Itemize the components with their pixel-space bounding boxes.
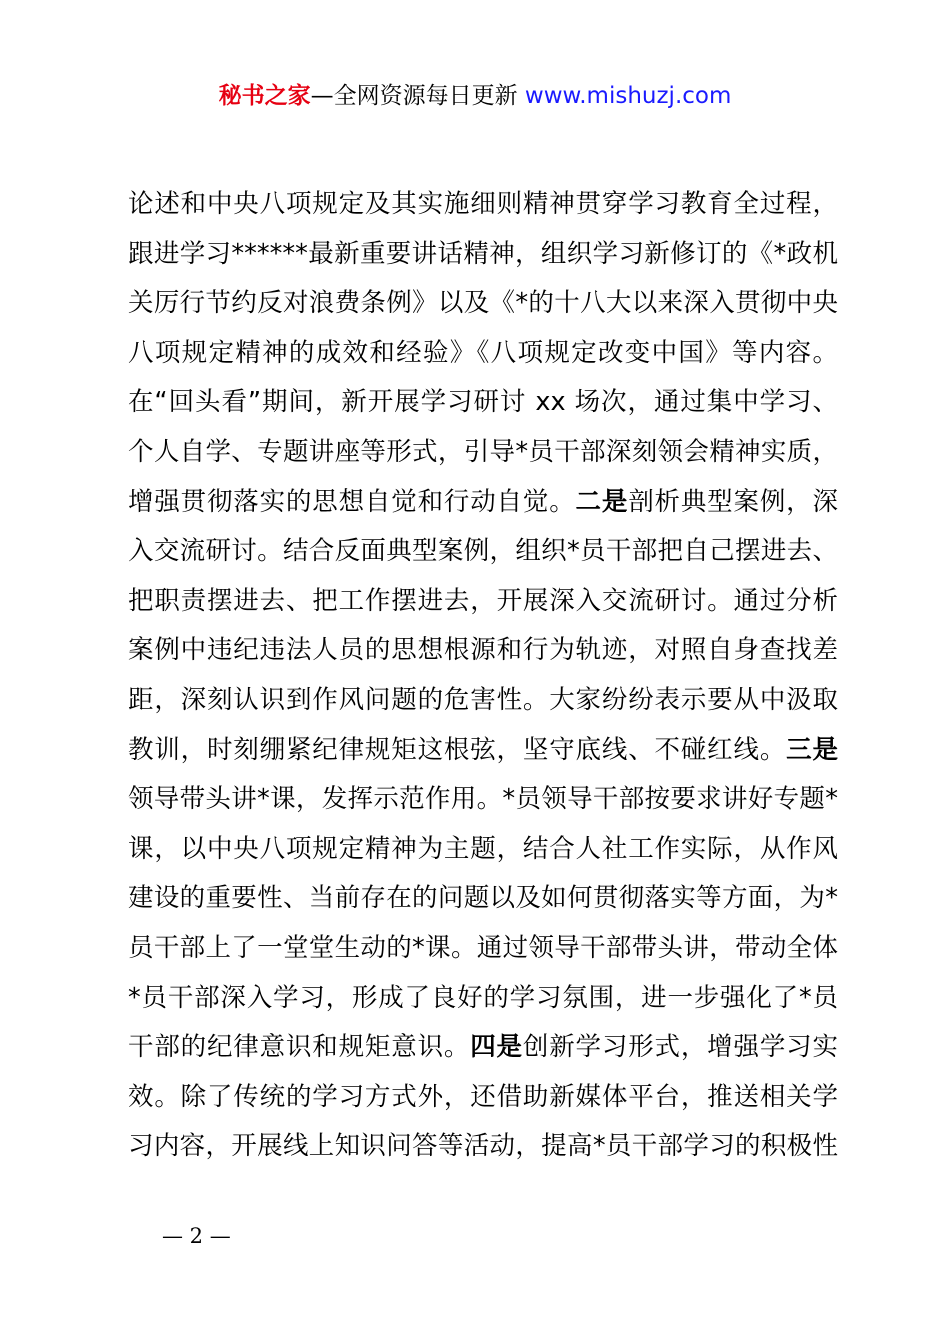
text-segment: 关厉行节约反对浪费条例》以及《*的十八大以来深入贯彻中央 bbox=[128, 288, 838, 319]
text-segment: 案例中违纪违法人员的思想根源和行为轨迹，对照自身查找差 bbox=[128, 635, 838, 666]
text-line bbox=[128, 974, 838, 1024]
text-segment: 把职责摆进去、把工作摆进去，开展深入交流研讨。通过分析 bbox=[128, 585, 838, 616]
page-header bbox=[0, 80, 950, 112]
text-line bbox=[128, 527, 838, 577]
text-segment: 论述和中央八项规定及其实施细则精神贯穿学习教育全过程， bbox=[128, 189, 838, 219]
text-line bbox=[128, 329, 838, 379]
text-segment: 教训，时刻绷紧纪律规矩这根弦，坚守底线、不碰红线。 bbox=[128, 734, 787, 765]
text-line bbox=[128, 775, 838, 825]
text-segment: 在“回头看”期间，新开展学习研讨 xx 场次，通过集中学习、 bbox=[128, 387, 838, 418]
text-line bbox=[128, 1122, 838, 1172]
bold-ordinal: 三是 bbox=[786, 734, 838, 765]
document-body bbox=[128, 180, 838, 1172]
text-line bbox=[128, 1073, 838, 1123]
text-line bbox=[128, 1023, 838, 1073]
text-segment: 习内容，开展线上知识问答等活动，提高*员干部学习的积极性 bbox=[128, 1131, 838, 1162]
text-segment: 员干部上了一堂堂生动的*课。通过领导干部带头讲，带动全体 bbox=[128, 932, 838, 963]
text-line bbox=[128, 428, 838, 478]
text-segment: 增强贯彻落实的思想自觉和行动自觉。 bbox=[128, 486, 576, 517]
text-segment: 八项规定精神的成效和经验》《八项规定改变中国》等内容。 bbox=[128, 337, 838, 368]
text-line bbox=[128, 478, 838, 528]
text-line bbox=[128, 230, 838, 280]
text-line bbox=[128, 825, 838, 875]
bold-ordinal: 四是 bbox=[470, 1032, 523, 1063]
header-tagline: —全网资源每日更新 bbox=[310, 83, 525, 109]
text-segment: 距，深刻认识到作风问题的危害性。大家纷纷表示要从中汲取 bbox=[128, 684, 838, 715]
text-segment: 建设的重要性、当前存在的问题以及如何贯彻落实等方面，为* bbox=[128, 883, 838, 914]
bold-ordinal: 二是 bbox=[575, 486, 629, 517]
text-line bbox=[128, 180, 838, 230]
text-line bbox=[128, 279, 838, 329]
text-line bbox=[128, 676, 838, 726]
text-segment: 剖析典型案例，深 bbox=[628, 486, 838, 517]
site-url[interactable]: www.mishuzj.com bbox=[524, 83, 732, 109]
text-segment: 课，以中央八项规定精神为主题，结合人社工作实际，从作风 bbox=[128, 833, 838, 864]
text-segment: 跟进学习******最新重要讲话精神，组织学习新修订的《*政机 bbox=[128, 238, 838, 269]
text-segment: *员干部深入学习，形成了良好的学习氛围，进一步强化了*员 bbox=[128, 982, 838, 1013]
text-line bbox=[128, 726, 838, 776]
text-segment: 创新学习形式，增强学习实 bbox=[522, 1032, 838, 1063]
text-line bbox=[128, 924, 838, 974]
text-segment: 干部的纪律意识和规矩意识。 bbox=[128, 1032, 471, 1063]
text-segment: 入交流研讨。结合反面典型案例，组织*员干部把自己摆进去、 bbox=[128, 536, 838, 567]
text-line bbox=[128, 626, 838, 676]
text-segment: 领导带头讲*课，发挥示范作用。*员领导干部按要求讲好专题* bbox=[128, 784, 838, 815]
text-line bbox=[128, 378, 838, 428]
text-segment: 个人自学、专题讲座等形式，引导*员干部深刻领会精神实质， bbox=[128, 436, 838, 467]
text-segment: 效。除了传统的学习方式外，还借助新媒体平台，推送相关学 bbox=[128, 1081, 838, 1112]
page-number: — 2 — bbox=[162, 1224, 231, 1248]
brand-name: 秘书之家 bbox=[218, 83, 311, 109]
text-line bbox=[128, 577, 838, 627]
text-line bbox=[128, 874, 838, 924]
